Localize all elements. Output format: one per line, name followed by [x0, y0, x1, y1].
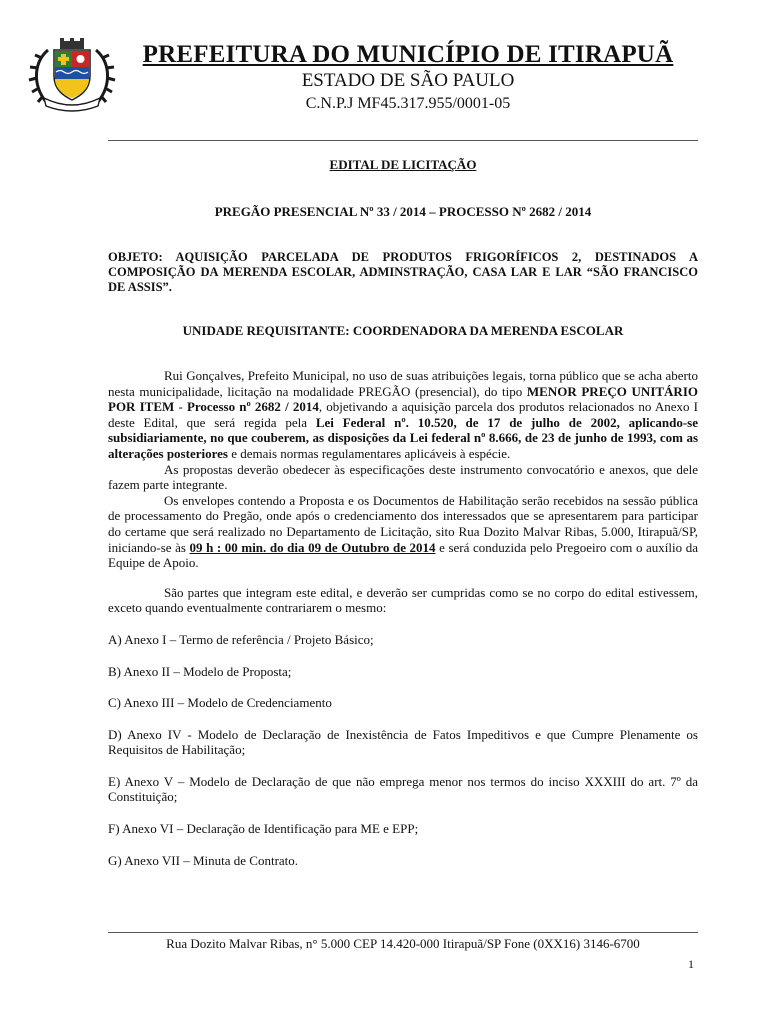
- annex-item: B) Anexo II – Modelo de Proposta;: [108, 663, 292, 679]
- annex-item: F) Anexo VI – Declaração de Identificação para ME e EPP;: [108, 821, 419, 837]
- integram-paragraph: São partes que integram este edital, e deverão ser cumpridas como se no corpo do edital estivessem, exceto quando eventualmente contrariarem o mesmo:: [108, 584, 698, 616]
- objeto-paragraph: OBJETO: AQUISIÇÃO PARCELADA DE PRODUTOS FRIGORÍFICOS 2, DESTINADOS A COMPOSIÇÃO DA MERENDA ESCOLAR, ADMINSTRAÇÃO, CASA LAR E LAR “SÃO FRANCISCO DE ASSIS”.: [108, 250, 698, 294]
- unidade-requisitante-heading: UNIDADE REQUISITANTE: COORDENADORA DA MERENDA ESCOLAR: [182, 323, 624, 338]
- annex-item: G) Anexo VII – Minuta de Contrato.: [108, 852, 299, 868]
- pregao-heading: PREGÃO PRESENCIAL Nº 33 / 2014 – PROCESSO Nº 2682 / 2014: [214, 204, 592, 219]
- intro-paragraph: [108, 368, 698, 462]
- session-datetime: 09 h : 00 min. do dia 09 de Outubro de 2014: [189, 539, 436, 555]
- intro-text-2: , objetivando a aquisição parcela dos produtos relacionados no Anexo I deste Edital, que será regida pela: [108, 399, 698, 430]
- annex-item: D) Anexo IV - Modelo de Declaração de Inexistência de Fatos Impeditivos e que Cumpre Plenamente os Requisitos de Habilitação;: [108, 726, 698, 758]
- tipo-licitacao: MENOR PREÇO UNITÁRIO POR ITEM: [108, 383, 698, 415]
- annex-item: C) Anexo III – Modelo de Credenciamento: [108, 695, 332, 711]
- header-divider: [108, 140, 698, 141]
- municipality-title: PREFEITURA DO MUNICÍPIO DE ITIRAPUÃ: [142, 41, 674, 68]
- footer-divider: [108, 932, 698, 933]
- envelopes-text-2: e será conduzida pelo Pregoeiro com o auxílio da Equipe de Apoio.: [108, 539, 698, 571]
- annex-item: E) Anexo V – Modelo de Declaração de que não emprega menor nos termos do inciso XXXIII do art. 7º da Constituição;: [108, 773, 698, 805]
- intro-separator: -: [174, 399, 187, 415]
- page-number: 1: [688, 957, 694, 971]
- intro-text: Rui Gonçalves, Prefeito Municipal, no uso de suas atribuições legais, torna público que se acha aberto nesta municipalidade, licitação na modalidade PREGÃO (presencial), do tipo: [108, 368, 698, 399]
- coat-of-arms-icon: [26, 38, 118, 112]
- footer-address: Rua Dozito Malvar Ribas, n° 5.000 CEP 14.420-000 Itirapuã/SP Fone (0XX16) 3146-6700: [166, 936, 640, 951]
- edital-body: [108, 368, 698, 868]
- propostas-paragraph: As propostas deverão obedecer às especificações deste instrumento convocatório e anexos, que dele fazem parte integrante.: [108, 461, 698, 493]
- envelopes-text: Os envelopes contendo a Proposta e os Documentos de Habilitação serão recebidos na sessão pública de processamento do Pregão, onde após o credenciamento dos interessados que se apresentarem para participar do certame que será realizado no Departamento de Licitação, sito Rua Dozito Malvar Ribas, 5.000, Itirapuã/SP, iniciando-se às: [108, 492, 698, 555]
- edital-title: EDITAL DE LICITAÇÃO: [329, 157, 477, 172]
- envelopes-paragraph: [108, 493, 698, 571]
- processo-number: Processo nº 2682 / 2014: [186, 399, 319, 415]
- annex-item: A) Anexo I – Termo de referência / Projeto Básico;: [108, 631, 374, 647]
- cnpj-number: C.N.P.J MF45.317.955/0001-05: [305, 95, 511, 112]
- state-name: ESTADO DE SÃO PAULO: [301, 70, 515, 91]
- legal-basis: Lei Federal nº. 10.520, de 17 de julho de 2002, aplicando-se subsidiariamente, no que couberem, as disposições da Lei federal nº 8.666, de 23 de junho de 1993, com as alterações posteriores: [108, 414, 698, 461]
- intro-text-3: e demais normas regulamentares aplicáveis à espécie.: [227, 445, 511, 461]
